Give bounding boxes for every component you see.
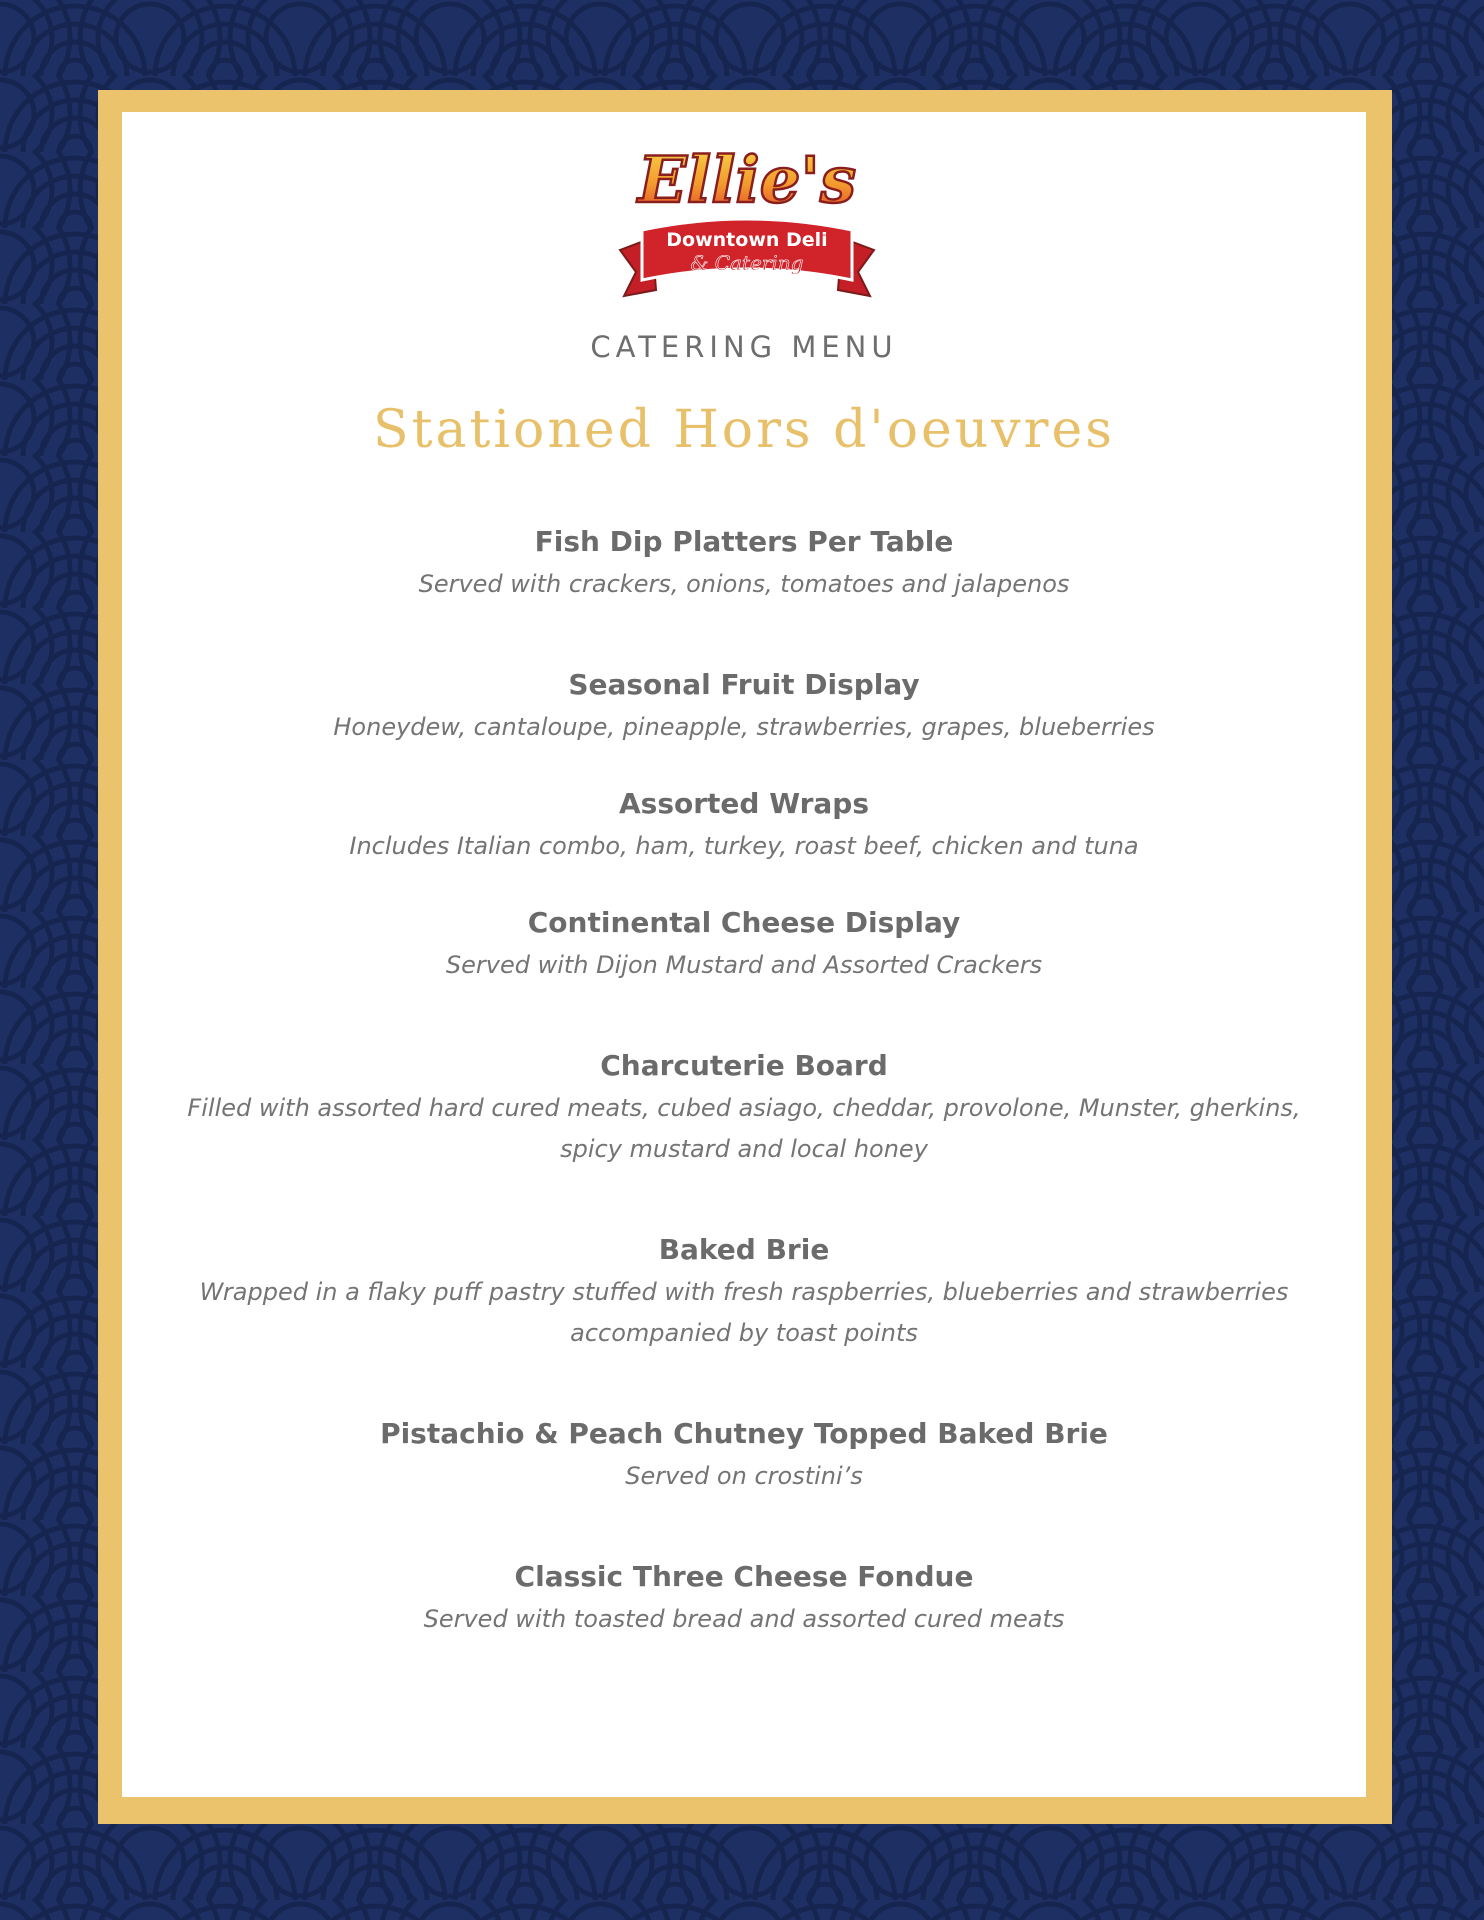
svg-text:Downtown Deli: Downtown Deli	[666, 229, 828, 251]
menu-item	[182, 1230, 1306, 1354]
menu-item-name: Continental Cheese Display	[527, 906, 961, 939]
menu-item-description: Wrapped in a flaky puff pastry stuffed with fresh raspberries, blueberries and strawberries accompanied by toast points	[199, 1278, 1289, 1347]
menu-item	[182, 903, 1306, 986]
menu-item-description: Includes Italian combo, ham, turkey, roast beef, chicken and tuna	[349, 832, 1139, 860]
menu-item	[182, 1046, 1306, 1170]
menu-item-description: Served with toasted bread and assorted cured meats	[423, 1605, 1065, 1633]
menu-item-name: Charcuterie Board	[600, 1049, 888, 1082]
svg-text:& Catering: & Catering	[690, 251, 804, 275]
menu-item-name: Fish Dip Platters Per Table	[534, 525, 954, 558]
svg-text:Ellie's: Ellie's	[637, 143, 857, 218]
menu-item	[182, 1557, 1306, 1640]
catering-menu-label: CATERING MENU	[590, 330, 898, 364]
menu-items-list	[182, 522, 1306, 1676]
menu-item	[182, 1414, 1306, 1497]
menu-item-description: Served with crackers, onions, tomatoes and jalapenos	[418, 570, 1070, 598]
menu-item-description: Served with Dijon Mustard and Assorted Crackers	[445, 951, 1043, 979]
ellies-logo	[612, 130, 882, 310]
menu-item	[182, 665, 1306, 748]
menu-item-description: Filled with assorted hard cured meats, cubed asiago, cheddar, provolone, Munster, gherkins, spicy mustard and local honey	[187, 1094, 1301, 1163]
menu-card	[122, 112, 1366, 1797]
menu-item-description: Served on crostini’s	[625, 1462, 863, 1490]
menu-item-name: Classic Three Cheese Fondue	[514, 1560, 974, 1593]
menu-item	[182, 784, 1306, 867]
menu-item-name: Seasonal Fruit Display	[568, 668, 920, 701]
page-title: Stationed Hors d'oeuvres	[372, 400, 1115, 460]
menu-item-description: Honeydew, cantaloupe, pineapple, strawberries, grapes, blueberries	[333, 713, 1155, 741]
menu-item-name: Assorted Wraps	[618, 787, 870, 820]
menu-item-name: Pistachio & Peach Chutney Topped Baked Brie	[380, 1417, 1108, 1450]
menu-item	[182, 522, 1306, 605]
menu-item-name: Baked Brie	[658, 1233, 830, 1266]
